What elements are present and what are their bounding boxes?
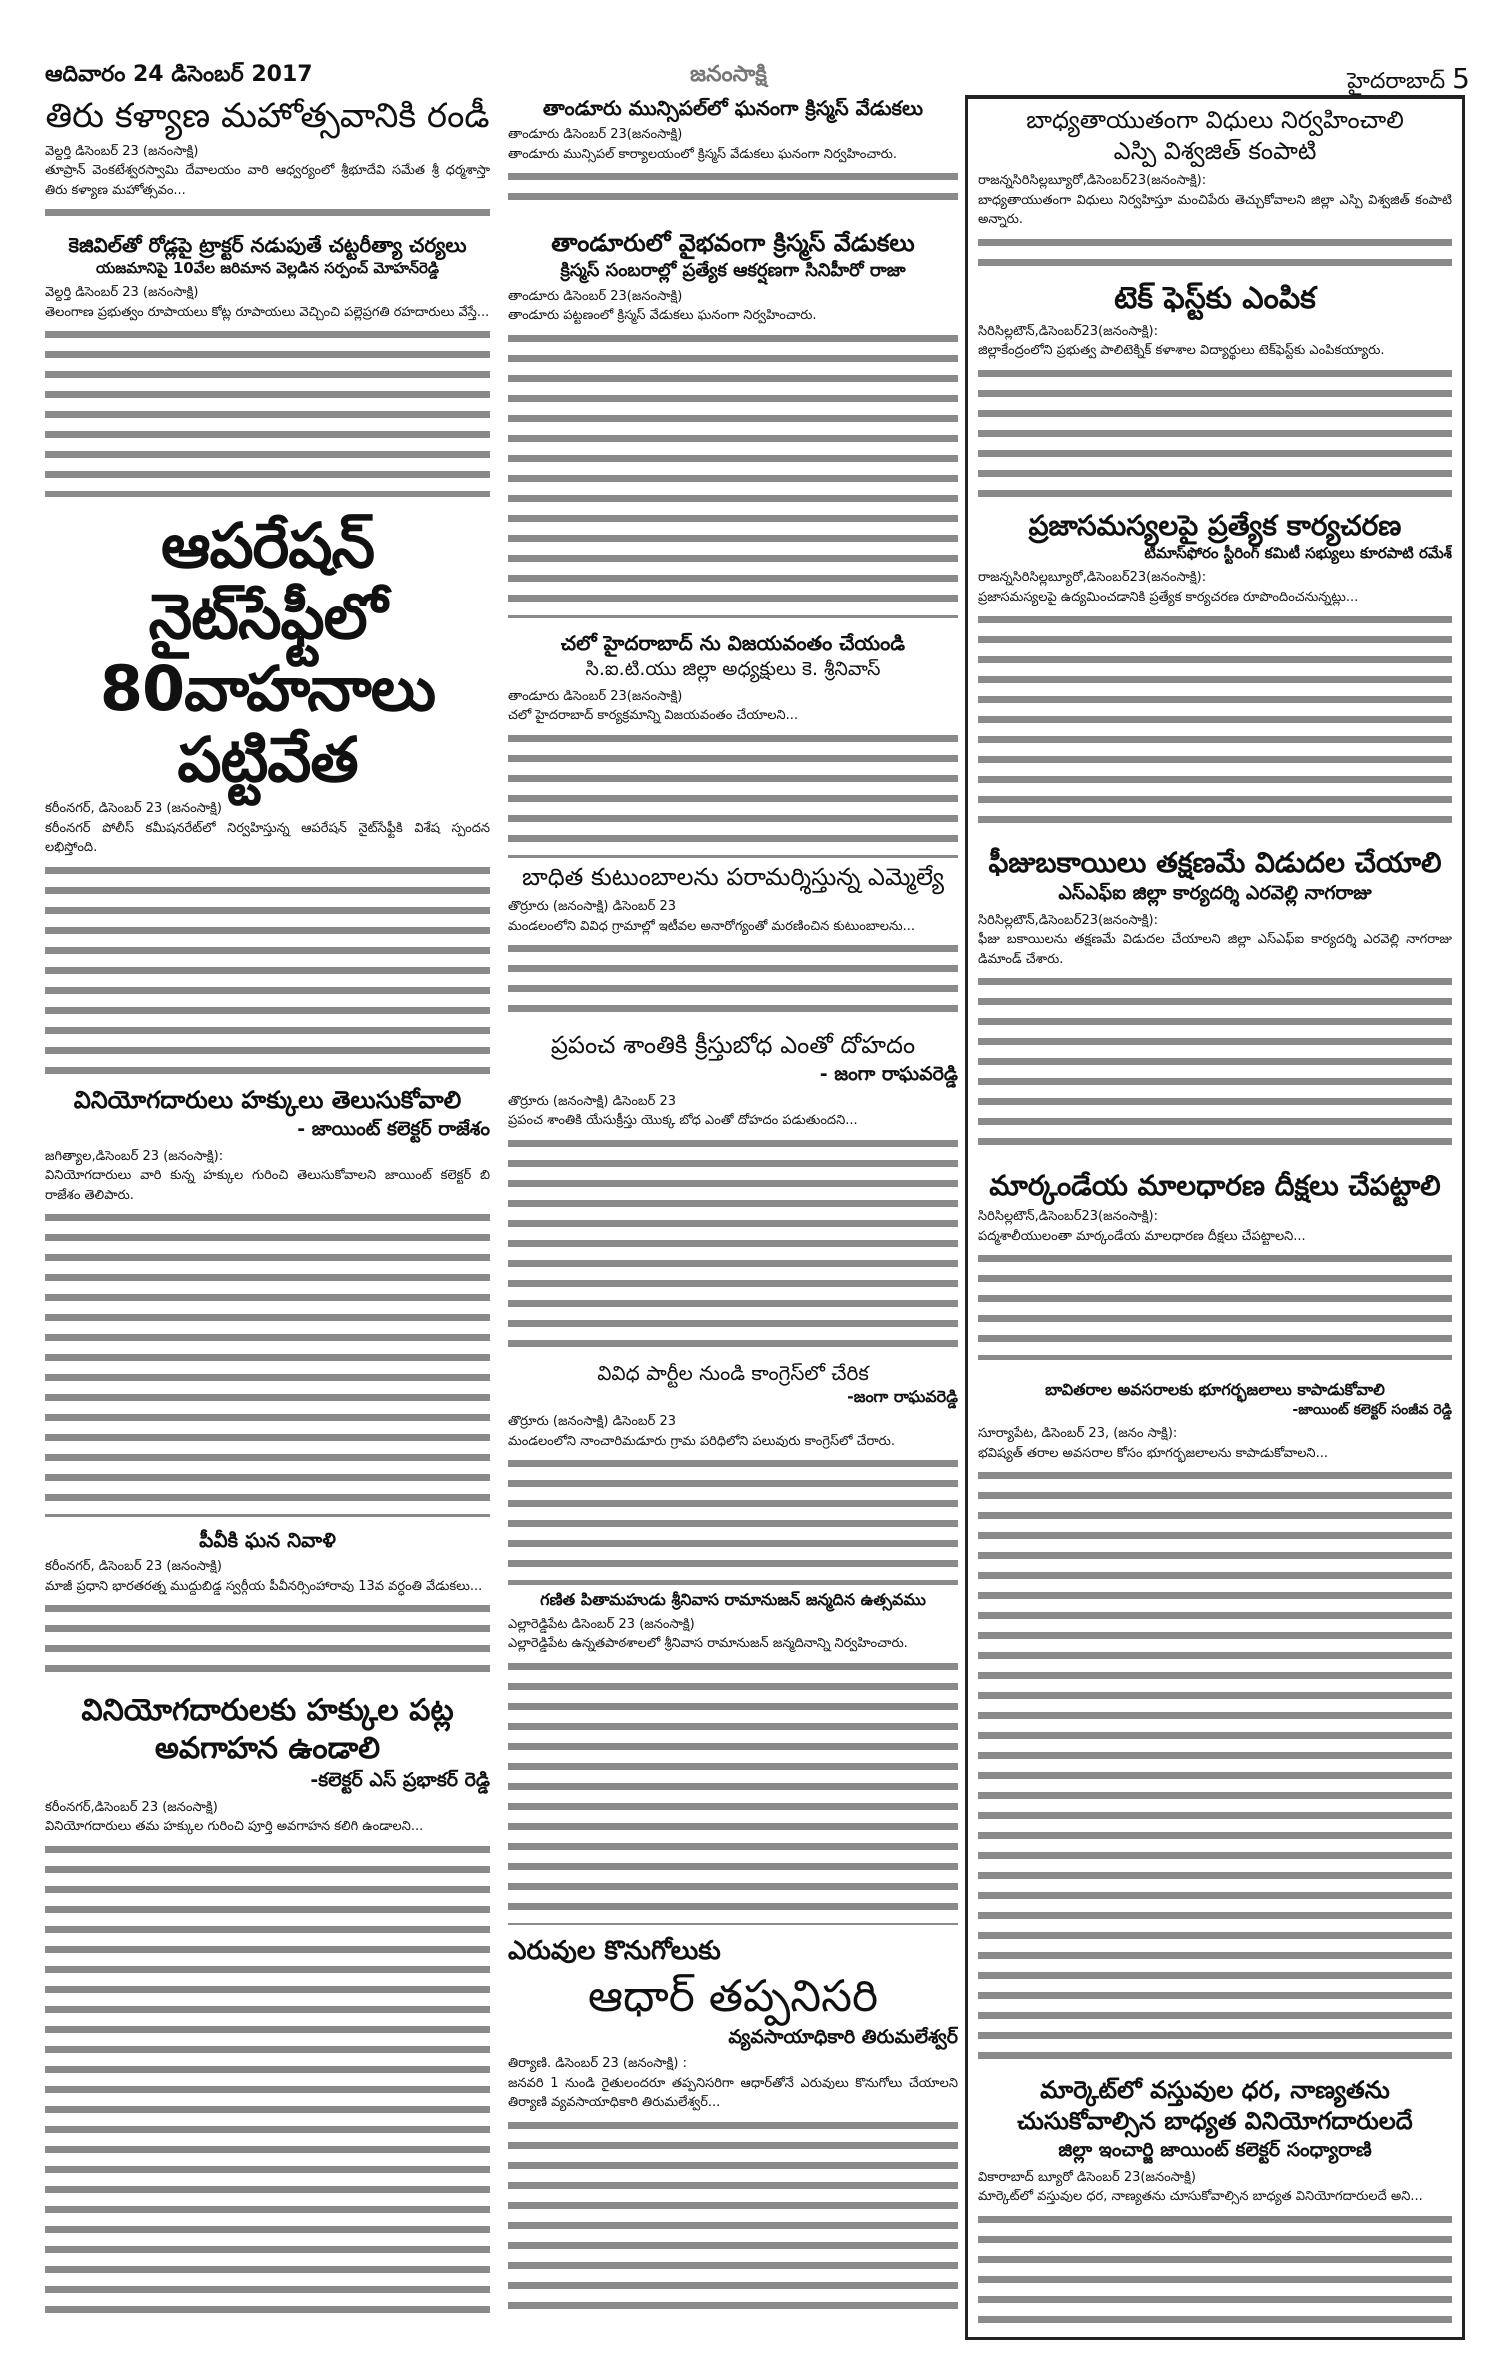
dateline: జగిత్యాల,డిసెంబర్ 23 (జనంసాక్షి): [45,1148,224,1164]
headline: ఆపరేషన్ నైట్‌సేఫ్టీలో 80వాహనాలు పట్టివేత [99,510,436,796]
body-text [45,1839,490,2320]
article [978,105,1452,273]
article [508,862,958,1022]
body-text [978,971,1452,1157]
dateline: రాజన్నసిరిసిల్లబ్యూరో,డిసెంబర్23(జనంసాక్షి): [978,570,1207,585]
body-text [45,1598,490,1682]
subheadline: -కలెక్టర్ ఎస్ ప్రభాకర్ రెడ్డి [310,1769,490,1791]
lead: జనవరి 1 నుండి రైతులందరూ తప్పనిసరిగా ఆధార్‌తోనే ఎరువులు కొనుగోలు చేయాలని తిర్యాణి వ్యవసాయాధికారి తిరుమలేశ్వర్... [508,2075,958,2111]
lead: చలో హైదరాబాద్ కార్యక్రమాన్ని విజయవంతం చేయాలని... [508,708,799,724]
lead: ఫీజు బకాయిలను తక్షణమే విడుదల చేయాలని జిల్లా ఎస్‌ఎఫ్‌ఐ కార్యదర్శి ఎరవెల్లి నాగరాజు డిమాండ్ చేశారు. [978,932,1452,967]
article [508,95,958,213]
body-text [978,232,1452,273]
headline: టెక్ ఫెస్ట్‌కు ఎంపిక [1114,281,1316,316]
headline: మార్కండేయ మాలధారణ దీక్షలు చేపట్టాలి [989,1169,1441,1202]
lead: వినియోగదారులు వారి కున్న హక్కుల గురించి తెలుసుకోవాలని జాయింట్ కలెక్టర్ బి రాజేశం తెలిపారు. [45,1168,490,1203]
body-text [508,728,958,858]
body-text [978,1248,1452,1360]
lead: జిల్లాకేంద్రంలోని ప్రభుత్వ పాలిటెక్నిక్ కళాశాల విద్యార్థులు టెక్‌ఫెస్ట్‌కు ఎంపికయ్యారు. [978,343,1385,358]
newspaper-logo: జనంసాక్షి [690,62,767,87]
headline: బాధిత కుటుంబాలను పరామర్శిస్తున్న ఎమ్మెల్యే [521,863,945,891]
headline: పీవీకి ఘన నివాళి [199,1528,336,1552]
subheadline: యజమానిపై 10వేల జరిమాన వెల్లడిన సర్పంచ్ మోహన్‌రెడ్డి [95,259,440,277]
dateline: వెల్దర్తి డిసెంబర్ 23 (జనంసాక్షి) [45,285,199,300]
lead: తాండూరు పట్టణంలో క్రిస్మస్ వేడుకలు ఘనంగా నిర్వహించారు. [508,308,817,324]
headline: గణిత పితామహుడు శ్రీనివాస రామానుజన్ జన్మదిన ఉత్సవము [540,1590,926,1609]
lead: ప్రపంచ శాంతికి యేసుక్రీస్తు యొక్క బోధ ఎంతో దోహదం పడుతుందని... [508,1113,858,1129]
body-text [978,2209,1452,2330]
dateline: తాండూరు డిసెంబర్ 23(జనంసాక్షి) [508,288,683,304]
lead: మండలంలోని వివిధ గ్రామాల్లో ఇటీవల అనారోగ్యంతో మరణించిన కుటుంబాలను... [508,918,916,934]
article [978,508,1452,836]
headline: వినియోగదారులకు హక్కుల పట్ల అవగాహన ఉండాలి [81,1693,454,1766]
article [978,845,1452,1157]
subheadline: జిల్లా ఇంచార్జి జాయింట్ కలెక్టర్ సంధ్యారాణి [1058,2139,1372,2162]
subheadline: - జాయింట్ కలెక్టర్ రాజేశం [297,1118,490,1141]
article [45,510,490,1075]
lead: ఎల్లారెడ్డిపేట ఉన్నతపాఠశాలలో శ్రీనివాస రామానుజన్ జన్మదినాన్ని నిర్వహించారు. [508,1636,908,1652]
dateline: సిరిసిల్లటౌన్,డిసెంబర్23(జనంసాక్షి): [978,912,1158,928]
headline: బాధ్యతాయుతంగా విధులు నిర్వహించాలి [1026,106,1404,134]
headline: ఫీజుబకాయిలు తక్షణమే విడుదల చేయాలి [988,846,1442,879]
body-text [45,324,490,497]
body-text [508,2115,958,2320]
headline: తాండూరు మున్సిపల్‌లో ఘనంగా క్రిస్మస్ వేడుకలు [542,96,924,120]
headline: మార్కెట్‌లో వస్తువుల ధర, నాణ్యతను [1040,2076,1390,2104]
lead: మాజీ ప్రధాని భారతరత్న ముద్దుబిడ్డ స్వర్గీయ పీవీనర్సింహారావు 13వ వర్ధంతి వేడుకలు... [45,1578,483,1594]
subheadline: - జంగా రాఘవరెడ్డి [819,1063,958,1086]
article [45,1527,490,1682]
lead: బాధ్యతాయుతంగా విధులు నిర్వహిస్తూ మంచిపేరు తెచ్చుకోవాలని జిల్లా ఎస్పి విశ్వజిత్ కంపాటి అన్నారు. [978,192,1452,228]
body-text [508,166,958,213]
body-text [508,328,958,618]
headline: చలో హైదరాబాద్ ను విజయవంతం చేయండి [560,631,906,655]
dateline: కరీంనగర్, డిసెంబర్ 23 (జనంసాక్షి) [45,1559,222,1574]
body-text [978,363,1452,499]
lead: తెలంగాణ ప్రభుత్వం రూపాయలు కోట్ల రూపాయలు వెచ్చించి పల్లెప్రగతి రహదారులు వేస్తే... [45,304,490,320]
headline: బావితరాల అవసరాలకు భూగర్భజలాలు కాపాడుకోవాలి [1045,1380,1385,1399]
body-text [508,1133,958,1352]
lead: ప్రజాసమస్యలపై ఉద్యమించడానికి ప్రత్యేక కార్యచరణ రూపొందించనున్నట్లు... [978,589,1359,605]
article [508,1030,958,1352]
dateline: తాండూరు డిసెంబర్ 23(జనంసాక్షి) [508,127,683,142]
dateline: తిర్యాణి. డిసెంబర్ 23 (జనంసాక్షి) : [508,2056,687,2072]
body-text [45,1207,490,1517]
dateline: సిరిసిల్లటౌన్,డిసెంబర్23(జనంసాక్షి): [978,323,1158,339]
article [508,228,958,618]
headline: తిరు కళ్యాణ మహోత్సవానికి రండీ [45,96,490,136]
lead: భవిష్యత్ తరాల అవసరాల కోసం భూగర్భజలాలను కాపాడుకోవాలని... [978,1445,1328,1461]
article [978,280,1452,498]
headline: ప్రపంచ శాంతికి క్రీస్తుబోధ ఎంతో దోహదం [550,1031,916,1059]
body-text [978,1465,1452,2072]
article [508,1590,958,1925]
dateline: తొర్రూరు (జనంసాక్షి) డిసెంబర్ 23 [508,899,677,915]
body-text [508,938,958,1022]
page-number: 5 [1452,62,1470,95]
dateline: తాండూరు డిసెంబర్ 23(జనంసాక్షి) [508,688,683,704]
article [45,232,490,497]
lead: పద్మశాలీయులంతా మార్కండేయ మాలధారణ దీక్షలు చేపట్టాలని... [978,1228,1306,1244]
dateline: కరీంనగర్,డిసెంబర్ 23 (జనంసాక్షి) [45,1799,218,1815]
subheadline: ఎస్పి విశ్వజిత్ కంపాటి [1113,137,1317,166]
article [45,95,490,225]
dateline: సూర్యాపేట, డిసెంబర్ 23, (జనం సాక్షి): [978,1426,1178,1442]
lead: తూప్రాన్ వెంకటేశ్వరస్వామి దేవాలయం వారి ఆధ్వర్యంలో శ్రీభూదేవి సమేత శ్రీ ధర్మశాస్తా తిరు కళ్యాణ మహోత్సవం... [45,163,490,198]
headline: వివిధ పార్టీల నుండి కాంగ్రెస్‌లో చేరిక [597,1361,869,1385]
dateline: సిరిసిల్లటౌన్,డిసెంబర్23(జనంసాక్షి): [978,1209,1158,1224]
article [508,1935,958,2320]
dateline: వికారాబాద్ బ్యూరో డిసెంబర్ 23(జనంసాక్షి) [978,2169,1196,2185]
edition-name: హైదరాబాద్ [1347,69,1446,94]
headline: తాండూరులో వైభవంగా క్రిస్మస్ వేడుకలు [551,229,915,257]
dateline: తొర్రూరు (జనంసాక్షి) డిసెంబర్ 23 [508,1093,677,1109]
body-text [45,202,490,225]
lead: మండలంలోని నాంచారిమడూరు గ్రామ పరిధిలోని పలువురు కాంగ్రెస్‌లో చేరారు. [508,1433,895,1449]
subheadline: -జాయింట్ కలెక్టర్ సంజీవ రెడ్డి [1292,1401,1452,1418]
headline: కెజివిల్‌తో రోడ్లపై ట్రాక్టర్ నడుపుతే చట్టరీత్యా చర్యలు [68,233,467,257]
lead: కరీంనగర్ పోలీస్ కమీషనరేట్‌లో నిర్వహిస్తున్న ఆపరేషన్ నైట్‌సేఫ్టీకి విశేష స్పందన లభిస్తోంది. [45,820,490,856]
subheadline: క్రిస్మస్ సంబరాల్లో ప్రత్యేక ఆకర్షణగా సినిహీరో రాజా [560,260,906,282]
body-text [508,1656,958,1925]
subheadline: ఎస్‌ఎఫ్‌ఐ జిల్లా కార్యదర్శి ఎరవెల్లి నాగరాజు [1058,882,1372,904]
headline-line-2: చుసుకోవాల్సిన బాధ్యత వినియోగదారులదే [1017,2107,1413,2136]
lead: తాండూరు మున్సిపల్ కార్యాలయంలో క్రిస్మస్ వేడుకలు ఘనంగా నిర్వహించారు. [508,146,898,162]
lead: వినియోగదారులు తమ హక్కుల గురించి పూర్తి అవగాహన కలిగి ఉండాలని... [45,1819,424,1835]
article [978,1380,1452,2072]
dateline: తొర్రూరు (జనంసాక్షి) డిసెంబర్ 23 [508,1414,677,1430]
article [45,1692,490,2320]
lead: మార్కెట్‌లో వస్తువుల ధర, నాణ్యతను చూసుకోవాల్సిన బాధ్యత వినియోగదారులదే అని... [978,2189,1423,2205]
dateline: కరీంనగర్, డిసెంబర్ 23 (జనంసాక్షి) [45,801,222,817]
article [508,1360,958,1585]
subheadline: వ్యవసాయాధికారి తిరుమలేశ్వర్ [728,2025,958,2048]
dateline: వెల్దర్తి డిసెంబర్ 23 (జనంసాక్షి) [45,143,199,159]
article [508,630,958,858]
subheadline: సి.ఐ.టి.యు జిల్లా అధ్యక్షులు కె. శ్రీనివాస్ [585,658,881,680]
headline: ఆధార్ తప్పనిసరి [587,1970,879,2022]
body-text [508,1453,958,1585]
article [978,1168,1452,1360]
body-text [978,609,1452,836]
subheadline: -జంగా రాఘవరెడ్డి [847,1387,958,1406]
issue-date: ఆదివారం 24 డిసెంబర్ 2017 [45,62,313,87]
article [45,1085,490,1517]
body-text [45,860,490,1075]
kicker: ఎరువుల కొనుగోలుకు [508,1936,721,1966]
headline: వినియోగదారులు హక్కులు తెలుసుకోవాలి [73,1086,462,1114]
edition-page [1347,62,1470,99]
subheadline: టీమాస్‌ఫోరం స్టీరింగ్ కమిటీ సభ్యులు కూరపాటి రమేశ్ [1144,544,1452,562]
article [978,2075,1452,2330]
dateline: ఎల్లారెడ్డిపేట డిసెంబర్ 23 (జనంసాక్షి) [508,1616,695,1632]
dateline: రాజన్నసిరిసిల్లబ్యూరో,డిసెంబర్23(జనంసాక్షి): [978,173,1207,189]
headline: ప్రజాసమస్యలపై ప్రత్యేక కార్యచరణ [1028,509,1402,542]
